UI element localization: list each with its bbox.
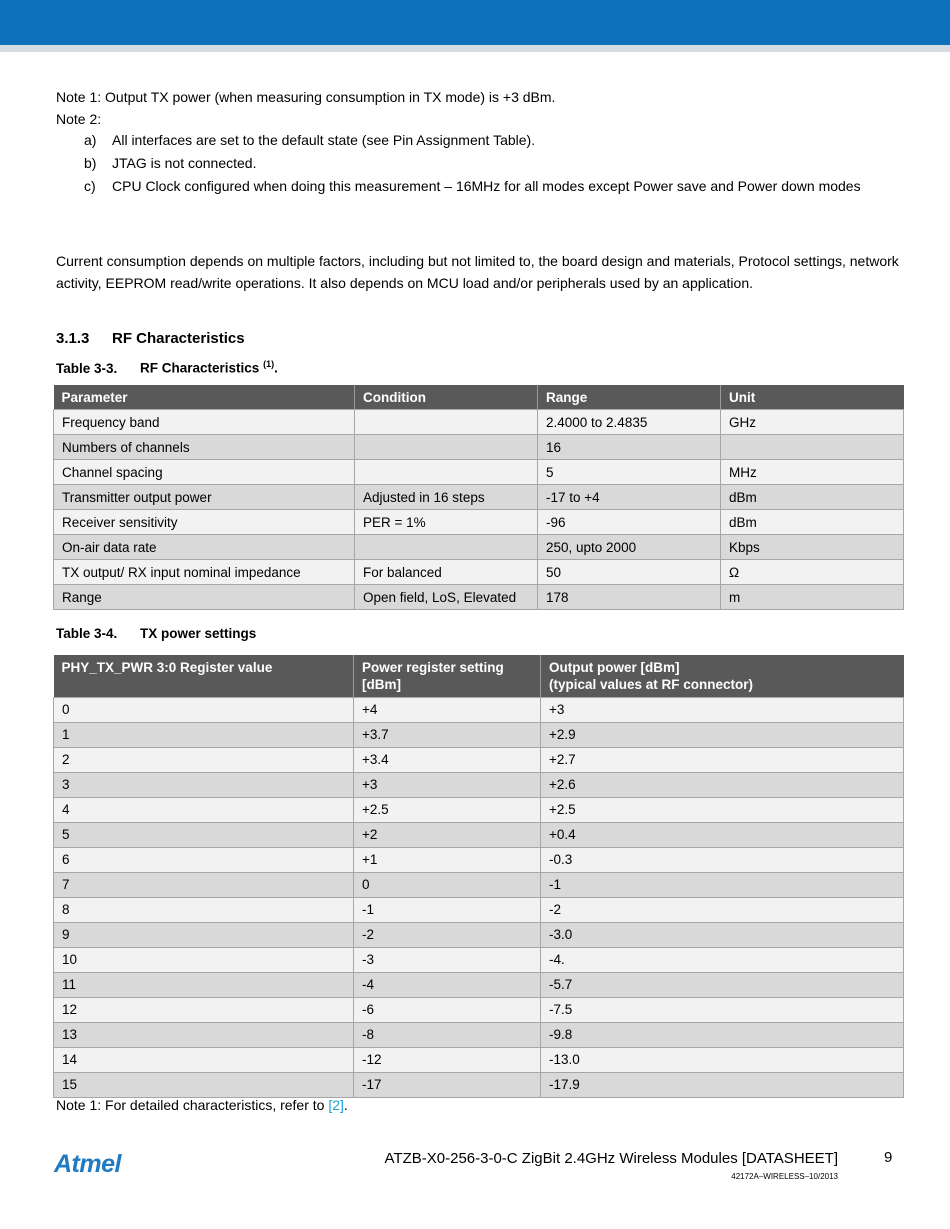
tx-caption-number: Table 3-4. — [56, 626, 118, 641]
table-row — [54, 435, 904, 460]
table-row — [54, 872, 904, 897]
atmel-logo: Atmel — [54, 1150, 121, 1178]
list-marker: a) — [84, 132, 97, 148]
rf-caption-number: Table 3-3. — [56, 360, 118, 376]
note-2-list — [84, 131, 884, 200]
table-cell: dBm — [721, 510, 904, 535]
table-row — [54, 460, 904, 485]
table-cell: -7.5 — [541, 997, 904, 1022]
table-footnote — [56, 1095, 348, 1115]
table-cell: GHz — [721, 410, 904, 435]
table-cell: m — [721, 585, 904, 610]
table-cell: Range — [54, 585, 355, 610]
table-cell: 15 — [54, 1072, 354, 1097]
table-cell: Open field, LoS, Elevated — [355, 585, 538, 610]
header-line: [dBm] — [362, 677, 401, 692]
footer-document-code: 42172A–WIRELESS–10/2013 — [731, 1172, 838, 1181]
table-cell: 2.4000 to 2.4835 — [538, 410, 721, 435]
section-number: 3.1.3 — [56, 330, 90, 347]
table-cell: Transmitter output power — [54, 485, 355, 510]
rf-caption-end: . — [274, 360, 278, 376]
table-cell: 10 — [54, 947, 354, 972]
table-cell: 250, upto 2000 — [538, 535, 721, 560]
table-cell: -9.8 — [541, 1022, 904, 1047]
table-cell — [721, 435, 904, 460]
table-cell: 5 — [538, 460, 721, 485]
table-cell: 5 — [54, 822, 354, 847]
header-line: PHY_TX_PWR 3:0 Register value — [61, 660, 273, 675]
table-cell: +4 — [354, 697, 541, 722]
table-cell: 16 — [538, 435, 721, 460]
table-cell: 4 — [54, 797, 354, 822]
table-cell: -2 — [354, 922, 541, 947]
table-cell: 9 — [54, 922, 354, 947]
table-cell: 3 — [54, 772, 354, 797]
table-cell: +2 — [354, 822, 541, 847]
list-item — [84, 154, 884, 173]
table-cell: -17 — [354, 1072, 541, 1097]
table-cell: PER = 1% — [355, 510, 538, 535]
table-cell: 1 — [54, 722, 354, 747]
footnote-text: Note 1: For detailed characteristics, refer to — [56, 1097, 329, 1113]
list-text: JTAG is not connected. — [112, 155, 257, 171]
note-1: Note 1: Output TX power (when measuring consumption in TX mode) is +3 dBm. — [56, 89, 556, 105]
table-cell: -4 — [354, 972, 541, 997]
table-header-row — [54, 655, 904, 697]
table-cell: MHz — [721, 460, 904, 485]
table-cell: Ω — [721, 560, 904, 585]
table-cell: -12 — [354, 1047, 541, 1072]
table-cell: For balanced — [355, 560, 538, 585]
table-cell: Frequency band — [54, 410, 355, 435]
table-row — [54, 560, 904, 585]
table-cell: -8 — [354, 1022, 541, 1047]
list-marker: b) — [84, 155, 97, 171]
table-row — [54, 747, 904, 772]
table-cell — [355, 410, 538, 435]
table-cell: On-air data rate — [54, 535, 355, 560]
rf-caption-footnote-ref: (1) — [263, 359, 275, 369]
table-row — [54, 922, 904, 947]
list-item — [84, 131, 884, 150]
table-row — [54, 822, 904, 847]
table-cell: +2.7 — [541, 747, 904, 772]
list-item — [84, 177, 884, 196]
table-cell: 0 — [354, 872, 541, 897]
table-row — [54, 997, 904, 1022]
section-heading — [56, 330, 245, 347]
header-divider — [0, 45, 950, 52]
rf-table-caption — [56, 359, 278, 376]
list-text: All interfaces are set to the default state (see Pin Assignment Table). — [112, 132, 536, 148]
table-cell: 8 — [54, 897, 354, 922]
table-cell — [355, 435, 538, 460]
header-unit: Unit — [721, 385, 904, 410]
table-cell: 12 — [54, 997, 354, 1022]
footer-document-title: ATZB-X0-256-3-0-C ZigBit 2.4GHz Wireless Modules [DATASHEET] — [384, 1150, 838, 1167]
header-power-register-setting — [354, 655, 541, 697]
table-row — [54, 847, 904, 872]
table-row — [54, 535, 904, 560]
table-cell: Adjusted in 16 steps — [355, 485, 538, 510]
header-condition: Condition — [355, 385, 538, 410]
table-cell: -0.3 — [541, 847, 904, 872]
table-cell: +2.6 — [541, 772, 904, 797]
table-row — [54, 897, 904, 922]
table-cell: -17.9 — [541, 1072, 904, 1097]
table-cell: 11 — [54, 972, 354, 997]
table-cell: +3.7 — [354, 722, 541, 747]
tx-table-caption — [56, 626, 256, 641]
table-cell: 50 — [538, 560, 721, 585]
table-cell: 0 — [54, 697, 354, 722]
list-text: CPU Clock configured when doing this measurement – 16MHz for all modes except Power save and Power down modes — [112, 178, 861, 194]
table-cell: 178 — [538, 585, 721, 610]
table-cell: -1 — [541, 872, 904, 897]
tx-power-settings-table — [53, 655, 904, 1098]
rf-caption-title: RF Characteristics — [140, 360, 260, 376]
body-paragraph: Current consumption depends on multiple factors, including but not limited to, the board design and materials, Protocol settings, network activity, EEPROM read/write operations. It also depends on MCU load and/or peripherals used by an application. — [56, 253, 899, 291]
header-parameter: Parameter — [54, 385, 355, 410]
table-cell: -96 — [538, 510, 721, 535]
header-output-power — [541, 655, 904, 697]
table-row — [54, 947, 904, 972]
table-row — [54, 410, 904, 435]
header-register-value — [54, 655, 354, 697]
table-row — [54, 510, 904, 535]
table-cell: -3.0 — [541, 922, 904, 947]
tx-caption-title: TX power settings — [140, 626, 257, 641]
table-cell — [355, 535, 538, 560]
table-row — [54, 697, 904, 722]
table-cell: dBm — [721, 485, 904, 510]
rf-characteristics-table — [53, 385, 904, 610]
note-2-label: Note 2: — [56, 111, 102, 127]
table-cell: +2.5 — [541, 797, 904, 822]
table-cell: +1 — [354, 847, 541, 872]
table-cell: +2.5 — [354, 797, 541, 822]
table-row — [54, 772, 904, 797]
table-row — [54, 972, 904, 997]
table-cell: +3 — [541, 697, 904, 722]
table-row — [54, 722, 904, 747]
table-row — [54, 797, 904, 822]
table-cell: +3 — [354, 772, 541, 797]
table-cell: -4. — [541, 947, 904, 972]
table-cell: Channel spacing — [54, 460, 355, 485]
table-cell: -5.7 — [541, 972, 904, 997]
table-cell: -2 — [541, 897, 904, 922]
table-cell: 14 — [54, 1047, 354, 1072]
table-cell: -1 — [354, 897, 541, 922]
table-cell: -6 — [354, 997, 541, 1022]
header-line: Power register setting — [362, 660, 504, 675]
table-cell: 7 — [54, 872, 354, 897]
table-cell: +2.9 — [541, 722, 904, 747]
table-cell: Numbers of channels — [54, 435, 355, 460]
table-row — [54, 1072, 904, 1097]
table-row — [54, 485, 904, 510]
table-cell: -17 to +4 — [538, 485, 721, 510]
footnote-end: . — [343, 1097, 348, 1113]
table-cell: TX output/ RX input nominal impedance — [54, 560, 355, 585]
reference-link[interactable]: [2] — [328, 1097, 344, 1113]
table-row — [54, 1022, 904, 1047]
table-row — [54, 1047, 904, 1072]
table-cell: +0.4 — [541, 822, 904, 847]
table-cell: -3 — [354, 947, 541, 972]
table-cell: Kbps — [721, 535, 904, 560]
list-marker: c) — [84, 178, 96, 194]
table-cell: 6 — [54, 847, 354, 872]
section-title: RF Characteristics — [112, 330, 245, 347]
header-range: Range — [538, 385, 721, 410]
header-line: Output power [dBm] — [549, 660, 680, 675]
header-bar — [0, 0, 950, 45]
page-number: 9 — [884, 1149, 893, 1166]
table-header-row — [54, 385, 904, 410]
table-cell: +3.4 — [354, 747, 541, 772]
header-line: (typical values at RF connector) — [549, 677, 754, 692]
table-row — [54, 585, 904, 610]
table-cell: Receiver sensitivity — [54, 510, 355, 535]
table-cell: -13.0 — [541, 1047, 904, 1072]
table-cell — [355, 460, 538, 485]
table-cell: 13 — [54, 1022, 354, 1047]
table-cell: 2 — [54, 747, 354, 772]
